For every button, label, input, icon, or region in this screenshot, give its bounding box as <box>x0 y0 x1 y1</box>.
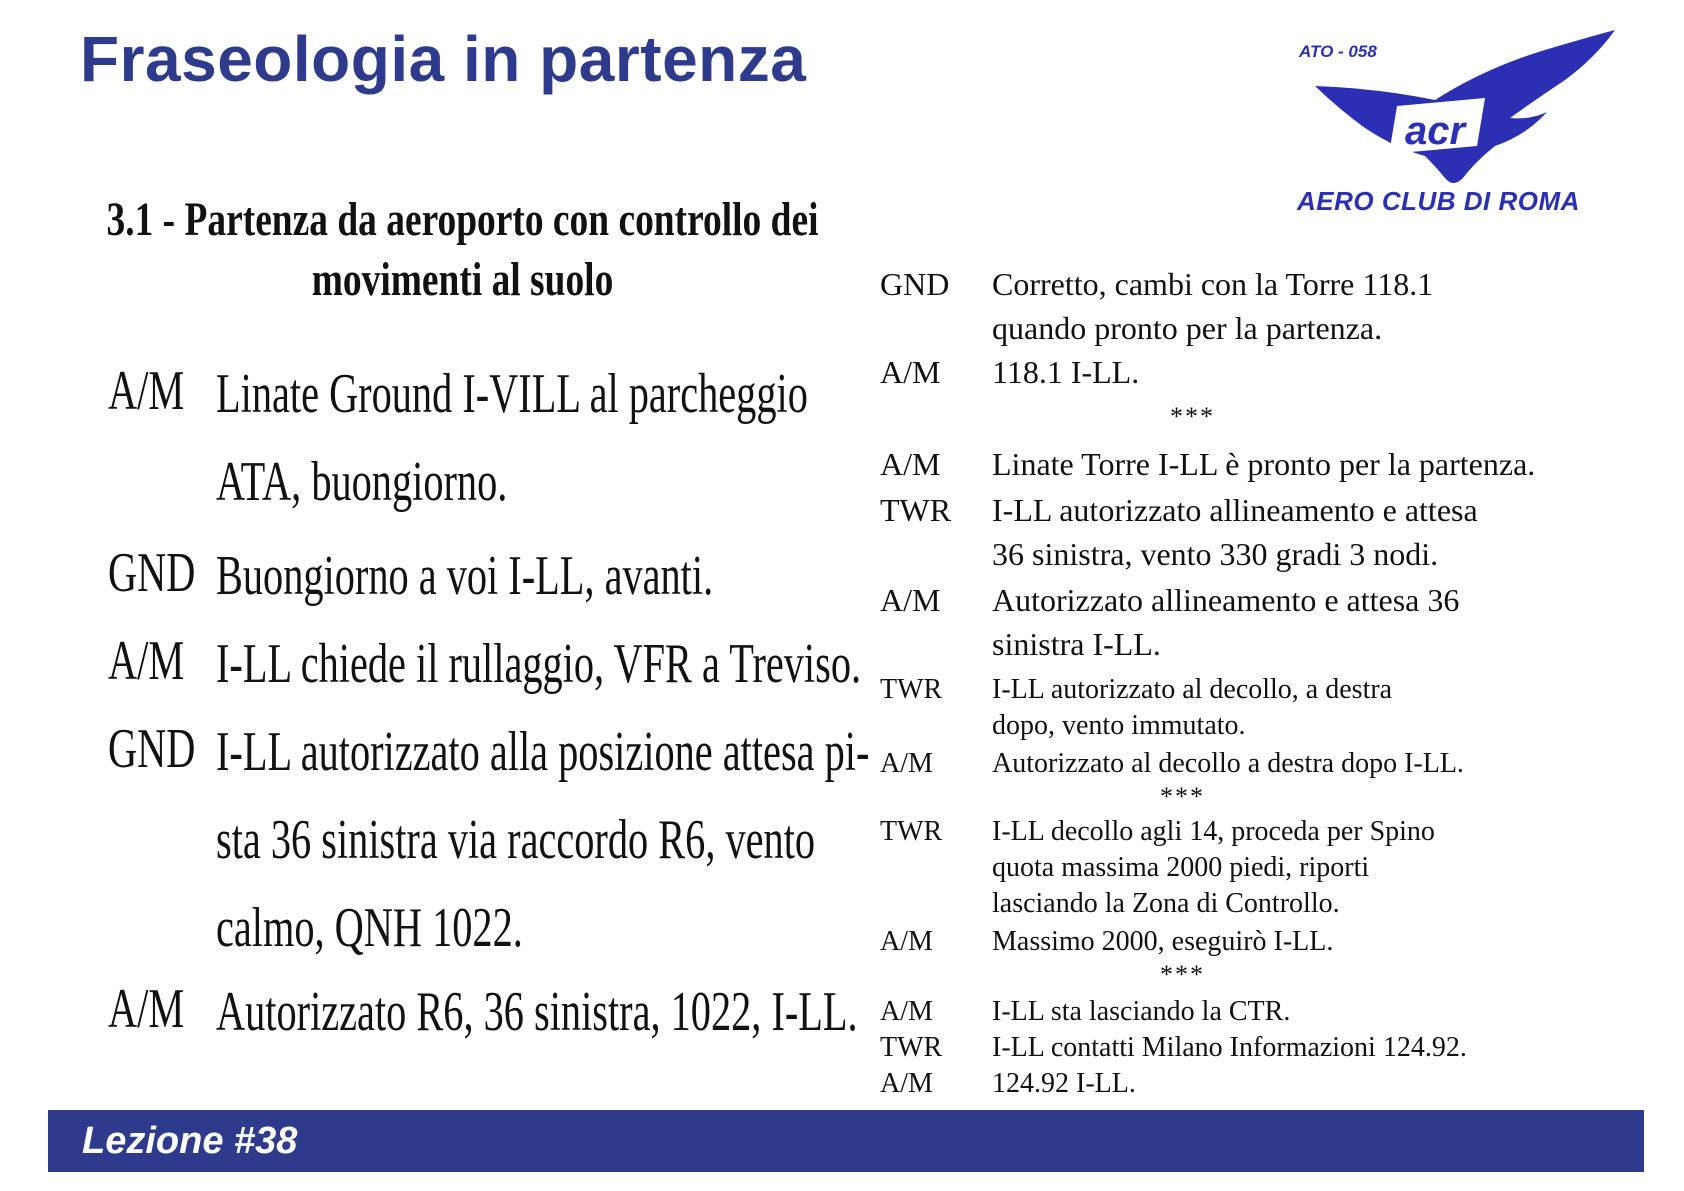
speaker-label: A/M <box>880 748 933 779</box>
acr-monogram: acr <box>1405 109 1466 153</box>
dialogue-text: Linate Ground I-VILL al parcheggio ATA, buongiorno. <box>216 363 808 513</box>
dialogue-text: 118.1 I-LL. <box>992 354 1140 390</box>
dialogue-text: I-LL sta lasciando la CTR. <box>992 996 1291 1027</box>
page-title: Fraseologia in partenza <box>80 23 807 95</box>
separator: *** <box>1170 402 1215 431</box>
speaker-label: A/M <box>108 630 185 692</box>
logo-name: AERO CLUB DI ROMA <box>1297 186 1580 216</box>
dialogue-text: Linate Torre I-LL è pronto per la partenza. <box>992 446 1536 482</box>
footer-bar <box>48 1110 1644 1172</box>
dialogue-text: Massimo 2000, eseguirò I-LL. <box>992 926 1334 957</box>
dialogue-text: Autorizzato al decollo a destra dopo I-LL. <box>992 748 1464 779</box>
dialogue-text: Autorizzato R6, 36 sinistra, 1022, I-LL. <box>216 981 858 1043</box>
speaker-label: GND <box>108 542 196 604</box>
dialogue-text: I-LL decollo agli 14, proceda per Spino quota massima 2000 piedi, riporti lasciando la Zona di Controllo. <box>992 816 1435 919</box>
speaker-label: A/M <box>880 996 933 1027</box>
aero-club-logo <box>1285 28 1630 228</box>
dialogue-text: I-LL autorizzato allineamento e attesa 36 sinistra, vento 330 gradi 3 nodi. <box>992 492 1478 572</box>
speaker-label: A/M <box>880 1068 933 1099</box>
left-column <box>106 190 870 1043</box>
speaker-label: TWR <box>880 492 952 528</box>
dialogue-text: I-LL autorizzato alla posizione attesa pi- sta 36 sinistra via raccordo R6, vento calmo, QNH 1022. <box>216 721 870 959</box>
speaker-label: A/M <box>880 446 941 482</box>
dialogue-text: I-LL contatti Milano Informazioni 124.92. <box>992 1032 1467 1063</box>
dialogue-text: I-LL chiede il rullaggio, VFR a Treviso. <box>216 633 862 695</box>
speaker-label: TWR <box>880 674 943 705</box>
lesson-label: Lezione #38 <box>82 1120 298 1162</box>
dialogue-text: 124.92 I-LL. <box>992 1068 1136 1099</box>
separator: *** <box>1160 782 1205 811</box>
dialogue-text: Buongiorno a voi I-LL, avanti. <box>216 545 714 607</box>
section-heading: 3.1 - Partenza da aeroporto con controllo dei movimenti al suolo <box>106 193 819 306</box>
separator: *** <box>1160 960 1205 989</box>
speaker-label: A/M <box>108 978 185 1040</box>
logo-code: ATO - 058 <box>1299 42 1377 61</box>
speaker-label: GND <box>880 266 950 302</box>
speaker-label: GND <box>108 718 196 780</box>
speaker-label: A/M <box>880 354 941 390</box>
dialogue-text: I-LL autorizzato al decollo, a destra dopo, vento immutato. <box>992 674 1393 741</box>
speaker-label: A/M <box>108 360 185 422</box>
speaker-label: TWR <box>880 1032 943 1063</box>
speaker-label: TWR <box>880 816 943 847</box>
dialogue-text: Autorizzato allineamento e attesa 36 sinistra I-LL. <box>992 582 1460 662</box>
dialogue-text: Corretto, cambi con la Torre 118.1 quando pronto per la partenza. <box>992 266 1434 346</box>
speaker-label: A/M <box>880 582 941 618</box>
speaker-label: A/M <box>880 926 933 957</box>
